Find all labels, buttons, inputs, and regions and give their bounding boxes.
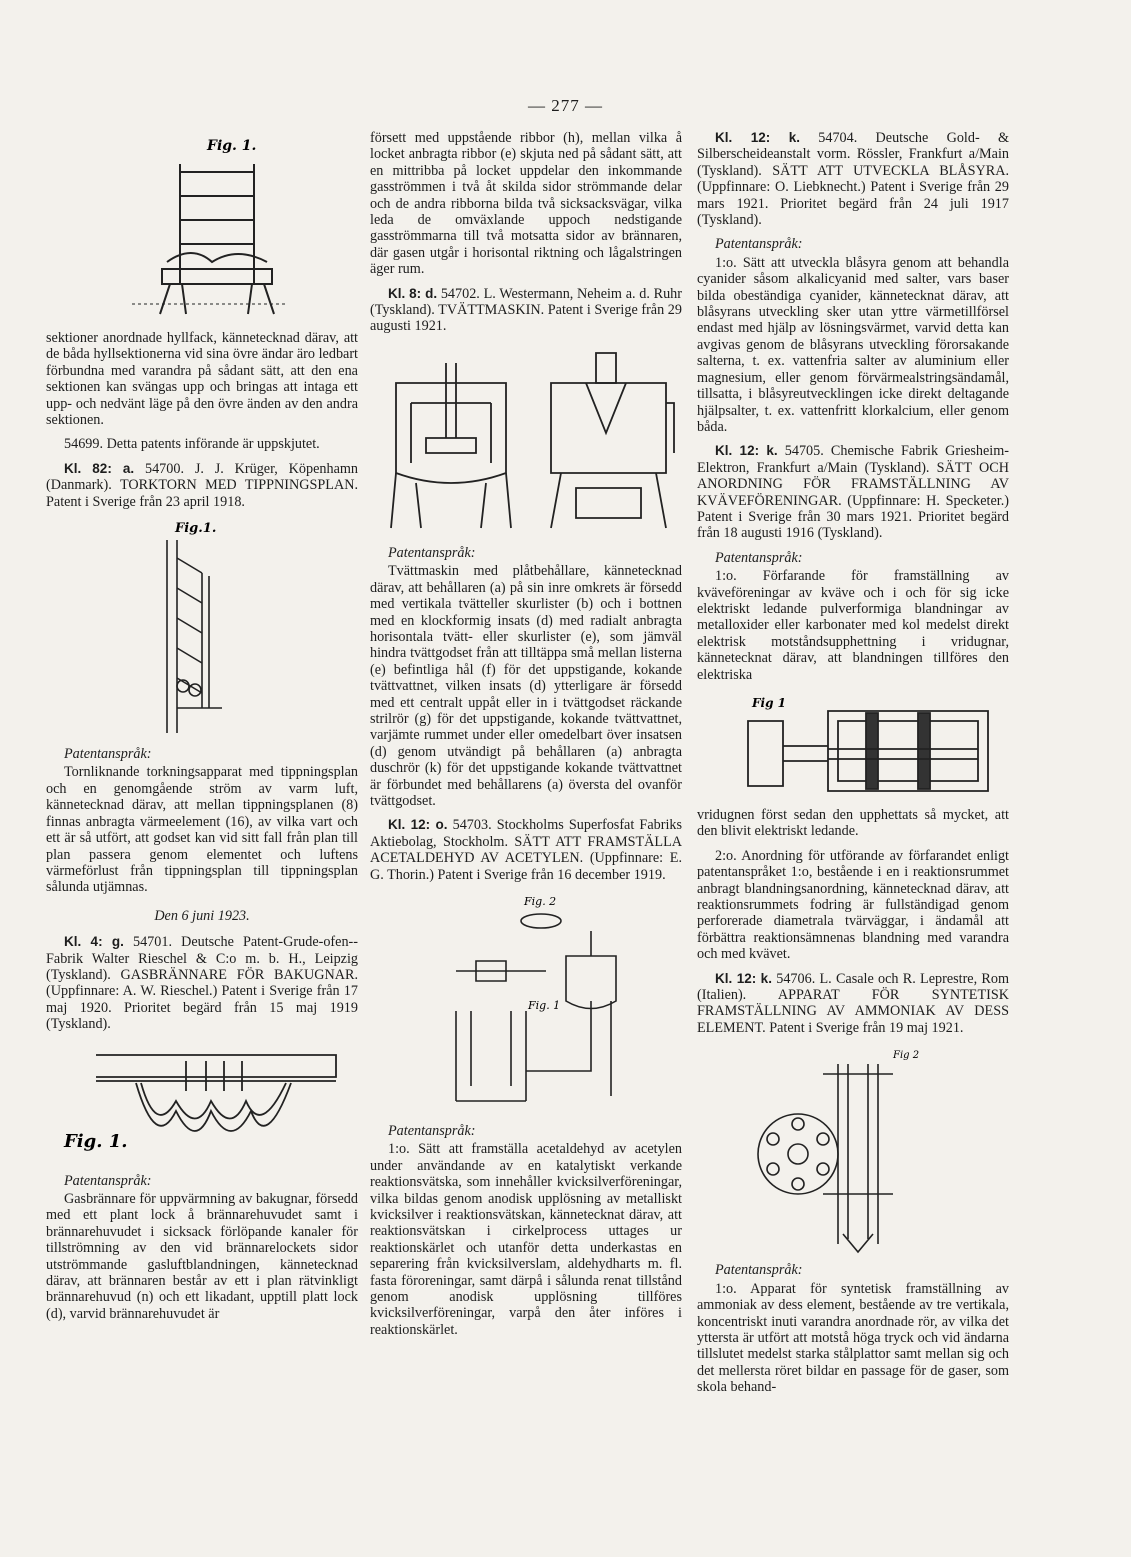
paragraph: försett med uppstående ribbor (h), mellan vilka å locket anbragta ribbor (e) skjuta ned på sådant sätt, att en mittribba på locket uppdelar den inkommande gasströmmen i två åt skilda sidor strömmande delar och de andra ribborna bilda två sicksacksvägar, vilka leda de omväxlande uppoch nedstigande gasströmmarna till två motsatta sidor av brännaren, där gasen utgår i horisontal riktning och lågalstringen äger rum. (370, 130, 682, 278)
claim-text: Gasbrännare för uppvärmning av bakugnar, försedd med ett plant lock å brännarehuvudet samt i brännarehuvudet i sicksack förlöpande kanaler för tillströmning av den vid brännarelockets sidor utströmmande gasluftblandningen, kännetecknad därav, att brännaren består av ett i plan rätvinkligt brännarehuvud (n) och ett likadant, upptill platt lock (d), varvid brännarehuvudet är (46, 1190, 358, 1322)
patent-class: Kl. 82: a. (64, 460, 135, 476)
patent-class: Kl. 4: g. (64, 934, 124, 950)
claims-heading: Patentanspråk: (388, 544, 476, 561)
figure-acetaldehyde-apparatus (416, 891, 636, 1117)
patent-heading: 54702. L. Westermann, Neheim a. d. Ruhr (Tyskland). TVÄTTMASKIN. Patent i Sverige från 29 augusti 1921. (370, 285, 682, 335)
claim-text: 1:o. Sätt att utveckla blåsyra genom att behandla cyanider såsom alkalicyanid med salter, vars baser bilda obeständiga cyanider, kännetecknat därav, att blåsyrans utveckling sker utan yttre värmetillförsel endast med hjälp av lösningsvärmet, varvid detta kan avgivas genom de blåsyrans utveckling förorsakande salterna, t. ex. vattenfria salter av aluminium eller magnesium, eller genom förvärmealstringsändamål, tillsatta, i blåsyreutvecklingen icke direkt deltagande hjälpsalter, t. ex. vattenfritt klorkalcium, eller genom båda. (697, 254, 1009, 435)
claim-text: 1:o. Apparat för syntetisk framställning av ammoniak av dess element, bestående av tre vertikala, koncentriskt inuti varandra anordnade rör, av vilka det yttersta är utfört att motstå höga tryck och vid ändarna tillslutet medelst starka stålplattor samt mellan sig och det mellersta röret bildar en passage för de gaser, som skola behand- (697, 1280, 1009, 1396)
claim-text: vridugnen först sedan den upphettats så mycket, att den blivit elektriskt ledande. (697, 807, 1009, 840)
figure-rotary-kiln (708, 691, 998, 801)
patent-heading: 54701. Deutsche Patent-Grude-ofen--Fabrik Walter Rieschel & C:o m. b. H., Leipzig (Tyskland). GASBRÄNNARE FÖR BAKUGNAR. (Uppfinnare: A. W. Rieschel.) Patent i Sverige från 17 maj 1920. Prioritet begärd från 15 maj 1919 (Tyskland). (46, 934, 358, 1033)
claim-text: Tvättmaskin med plåtbehållare, kännetecknad därav, att behållaren (a) på sin inre omkrets är försedd med vertikala tvätteller skurlister (b) och i bottnen med en klockformig insats (d) med radialt anbragta horisontala tvätt- eller skurlister (e), som jämväl hindra tvättgodset från att tilltäppa små mellan listerna (e) befintliga hål (f) för det uppstigande, kokande tvättvattnet, vilken insats (d) ytterligare är försedd med ett centralt uppåt eller in i tvättgodset räckande strilrör (g) för det uppstigande, kokande tvättvattnet, varjämte rummet under eller omedelbart över insatsen (d) genom utvändigt på behållaren (a) anbragta duschrör (k) för det uppstigande kokande tvättvattnet är förbundet med behållarens (a) översta del ovanför tvättgodset. (370, 563, 682, 809)
figure-label: Fig. 1. (64, 1130, 128, 1152)
column-left (46, 130, 358, 1330)
figure-label: Fig.1. (175, 521, 217, 537)
figure-label: Fig. 1 (528, 999, 561, 1012)
figure-label: Fig 1 (752, 696, 786, 710)
claim-text: 2:o. Anordning för utförande av förfarandet enligt patentanspråket 1:o, bestående i en i reaktionsrummet anbragt blandningsanordning, kännetecknad därav, att reaktionsrummets fodring är fullständigad genom perforerade diametrala tvärväggar, i ändamål att förbättra reaktionsämnenas blandning med varandra och med kvävet. (697, 847, 1009, 963)
claims-heading: Patentanspråk: (388, 1123, 476, 1139)
patent-heading: 54706. L. Casale och R. Leprestre, Rom (Italien). APPARAT FÖR SYNTETISK FRAMSTÄLLNING AV AMMONIAK AV DESS ELEMENT. Patent i Sverige från 19 maj 1921. (697, 970, 1010, 1036)
column-middle (370, 130, 682, 1346)
claims-heading: Patentanspråk: (715, 549, 803, 566)
publication-date: Den 6 juni 1923. (154, 907, 250, 924)
figure-ammonia-apparatus (743, 1044, 963, 1256)
claim-text: 1:o. Förfarande för framställning av kväveföreningar av kväve och i och för sig icke elektriskt ledande pulverformiga blandningar av metalloxider eller karbonater med kol medelst direkt elektrisk motståndsupphettning i vridugnar, kännetecknat därav, att blandningen tillföres den elektriska (697, 568, 1009, 683)
claims-heading: Patentanspråk: (64, 746, 152, 763)
figure-drying-tower (147, 518, 257, 740)
patent-class: Kl. 8: d. (388, 285, 438, 301)
column-right (697, 130, 1009, 1404)
patent-heading: 54700. J. J. Krüger, Köpenhamn (Danmark). TORKTORN MED TIPPNINGSPLAN. Patent i Sverige från 23 april 1918. (46, 460, 358, 510)
patent-heading: 54705. Chemische Fabrik Griesheim-Elektron, Frankfurt a/Main (Tyskland). SÄTT OCH ANORDNING FÖR FRAMSTÄLLNING AV KVÄVEFÖRENINGAR. (Uppfinnare: H. Specketer.) Patent i Sverige från 30 mars 1921. Prioritet begärd från 18 augusti 1916 (Tyskland). (697, 443, 1010, 542)
claim-text: Tornliknande torkningsapparat med tippningsplan och en genomgående ström av varm luft, kännetecknad därav, att mellan tippningsplanen (8) finnas anbragta värmeelement (16), av vilka vart och ett är så utfört, att godset kan vid sitt fall från plan till plan passera genom elementet och luftens värmeförlust från tippningsplan till tippningsplan sålunda utjämnas. (46, 764, 358, 896)
page-number: — 277 — (528, 96, 603, 115)
patent-class: Kl. 12: k. (715, 130, 800, 145)
claims-heading: Patentanspråk: (715, 236, 803, 253)
patent-heading: 54704. Deutsche Gold- & Silberscheideanstalt vorm. Rössler, Frankfurt a/Main (Tyskland). SÄTT ATT UTVECKLA BLÅSYRA. (Uppfinnare: O. Liebknecht.) Patent i Sverige från 29 mars 1921. Prioritet begärd från 24 juli 1917 (Tyskland). (697, 130, 1009, 229)
claims-heading: Patentanspråk: (715, 1262, 803, 1279)
paragraph: 54699. Detta patents införande är uppskjutet. (64, 436, 320, 453)
figure-label: Fig. 2 (524, 895, 557, 908)
paragraph: sektioner anordnade hyllfack, kännetecknad därav, att de båda hyllsektionerna vid sina övre ändar äro ledbart förbundna med varandra på sådant sätt, att den ena sektionen kan svängas upp och bringas att intaga ett upp- och nedvänt läge på den övre änden av den andra sektionen. (46, 330, 358, 429)
patent-class: Kl. 12: o. (388, 817, 448, 833)
patent-class: Kl. 12: k. (715, 443, 778, 459)
patent-class: Kl. 12: k. (715, 970, 772, 986)
claim-text: 1:o. Sätt att framställa acetaldehyd av acetylen under användande av en katalytiskt verkande reaktionsvätska, som innehåller kvicksilverföreningar, vilka bildas genom anodisk upplösning av metalliskt kvicksilver i reaktionsvätskan, kännetecknat därav, att reaktionsvätskan i cirkelprocess uttages ur reaktionskärlet och utanför detta underkastas en separering från kvicksilverslam, aldehydharts m. fl. fasta föroreningar, samt därpå i sålunda renat tillstånd genom anodisk upplösning tillföres kvicksilverföreningar, varpå den åter införes i reaktionskärlet. (370, 1141, 682, 1338)
patent-heading: 54703. Stockholms Superfosfat Fabriks Aktiebolag, Stockholm. SÄTT ATT FRAMSTÄLLA ACETALDEHYD AV ACETYLEN. (Uppfinnare: E. G. Thorin.) Patent i Sverige från 16 december 1919. (370, 817, 682, 883)
claims-heading: Patentanspråk: (64, 1172, 152, 1189)
figure-gas-burner (46, 1041, 358, 1167)
figure-shelf-drying-rack (112, 134, 292, 324)
figure-washing-machine (376, 343, 676, 539)
figure-label: Fig. 1. (207, 138, 257, 154)
figure-label: Fig 2 (893, 1050, 920, 1062)
